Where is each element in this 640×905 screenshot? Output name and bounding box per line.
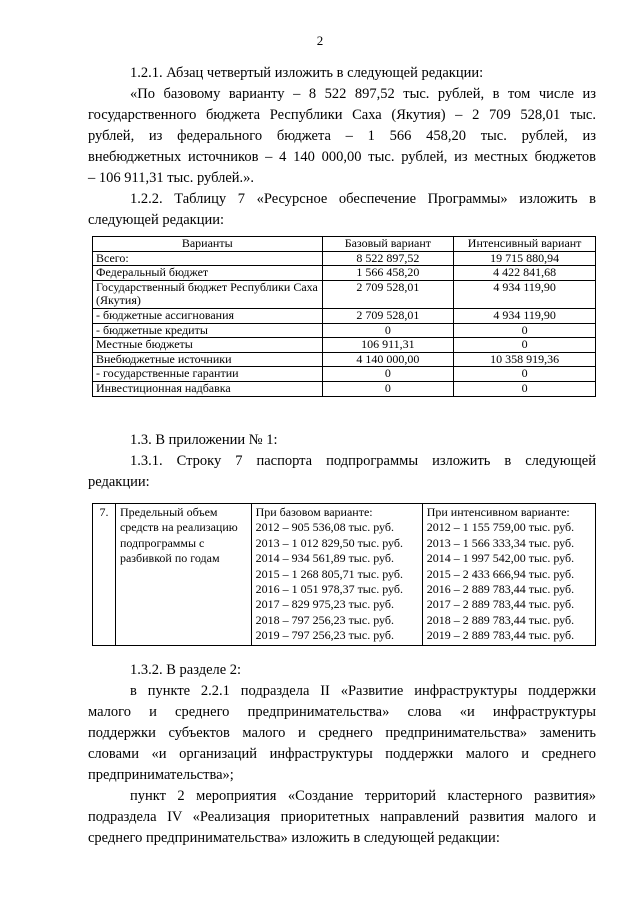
row-label: - бюджетные ассигнования bbox=[93, 308, 323, 323]
table-row bbox=[93, 352, 596, 367]
year-line: 2016 – 2 889 783,44 тыс. руб. bbox=[426, 582, 575, 597]
table-row bbox=[93, 504, 596, 646]
row-label: - государственные гарантии bbox=[93, 367, 323, 382]
text-line: рублей, из федерального бюджета – 1 566 458,20 тыс. рублей, из bbox=[88, 128, 596, 144]
resource-table bbox=[92, 236, 596, 397]
paragraph-1-3-1: 1.3.1. Строку 7 паспорта подпрограммы изложить в следующей bbox=[130, 453, 596, 469]
cell-intensive: 0 bbox=[454, 381, 596, 396]
row-label: Внебюджетные источники bbox=[93, 352, 323, 367]
text-line: в пункте 2.2.1 подраздела II «Развитие инфраструктуры поддержки bbox=[130, 683, 596, 699]
text-line: внебюджетных источников – 4 140 000,00 тыс. рублей, из местных бюджетов bbox=[88, 149, 596, 165]
paragraph-1-2-1: 1.2.1. Абзац четвертый изложить в следующей редакции: bbox=[130, 65, 484, 81]
table-row bbox=[93, 266, 596, 281]
table-row bbox=[93, 308, 596, 323]
text-line: пункт 2 мероприятия «Создание территорий кластерного развития» bbox=[130, 788, 596, 804]
year-line: 2012 – 1 155 759,00 тыс. руб. bbox=[426, 520, 575, 535]
table-row bbox=[93, 381, 596, 396]
header-cell: Базовый вариант bbox=[322, 237, 454, 252]
year-line: 2019 – 2 889 783,44 тыс. руб. bbox=[426, 628, 575, 643]
row-label: Всего: bbox=[93, 251, 323, 266]
text-line: следующей редакции: bbox=[88, 212, 225, 228]
cell-intensive: 0 bbox=[454, 323, 596, 338]
row-label: Местные бюджеты bbox=[93, 338, 323, 353]
cell-intensive: 0 bbox=[454, 367, 596, 382]
header-cell: Варианты bbox=[93, 237, 323, 252]
cell-intensive: 19 715 880,94 bbox=[454, 251, 596, 266]
text-line: словами «и организаций инфраструктуры поддержки малого и среднего bbox=[88, 746, 596, 762]
text-line: подраздела IV «Реализация приоритетных направлений развития малого и bbox=[88, 809, 596, 825]
cell-intensive: 10 358 919,36 bbox=[454, 352, 596, 367]
table-row bbox=[93, 367, 596, 382]
year-line: 2016 – 1 051 978,37 тыс. руб. bbox=[255, 582, 403, 597]
year-line: 2014 – 934 561,89 тыс. руб. bbox=[255, 551, 394, 566]
table-row bbox=[93, 251, 596, 266]
year-line: 2018 – 797 256,23 тыс. руб. bbox=[255, 612, 394, 627]
year-line: 2013 – 1 012 829,50 тыс. руб. bbox=[255, 535, 403, 550]
row-label: - бюджетные кредиты bbox=[93, 323, 323, 338]
page-number: 2 bbox=[316, 33, 324, 48]
header-cell: Интенсивный вариант bbox=[454, 237, 596, 252]
text-line: редакции: bbox=[88, 474, 150, 490]
year-line: 2019 – 797 256,23 тыс. руб. bbox=[255, 628, 394, 643]
table-header-row bbox=[93, 237, 596, 252]
text-line: среднего предпринимательства» изложить в следующей редакции: bbox=[88, 830, 500, 846]
base-variant-cell bbox=[251, 504, 422, 646]
cell-base: 2 709 528,01 bbox=[322, 280, 454, 308]
passport-table bbox=[92, 503, 596, 646]
intensive-variant-cell bbox=[422, 504, 595, 646]
text-line: государственного бюджета Республики Саха (Якутия) – 2 709 528,01 тыс. bbox=[88, 107, 596, 123]
row-label: Федеральный бюджет bbox=[93, 266, 323, 281]
row-label: Инвестиционная надбавка bbox=[93, 381, 323, 396]
paragraph-1-3: 1.3. В приложении № 1: bbox=[130, 432, 278, 448]
intensive-variant-title: При интенсивном варианте: bbox=[426, 505, 570, 519]
cell-base: 8 522 897,52 bbox=[322, 251, 454, 266]
cell-base: 0 bbox=[322, 323, 454, 338]
cell-base: 4 140 000,00 bbox=[322, 352, 454, 367]
cell-base: 2 709 528,01 bbox=[322, 308, 454, 323]
cell-intensive: 4 934 119,90 bbox=[454, 308, 596, 323]
cell-base: 0 bbox=[322, 381, 454, 396]
table-row bbox=[93, 280, 596, 308]
year-line: 2012 – 905 536,08 тыс. руб. bbox=[255, 520, 394, 535]
cell-base: 0 bbox=[322, 367, 454, 382]
row-label: Государственный бюджет Республики Саха (Якутия) bbox=[93, 280, 323, 308]
cell-base: 1 566 458,20 bbox=[322, 266, 454, 281]
year-line: 2014 – 1 997 542,00 тыс. руб. bbox=[426, 551, 575, 566]
text-line: малого и среднего предпринимательства» слова «и инфраструктуры bbox=[88, 704, 596, 720]
text-line: – 106 911,31 тыс. рублей.». bbox=[88, 170, 255, 186]
paragraph-1-3-2: 1.3.2. В разделе 2: bbox=[130, 662, 242, 678]
year-line: 2017 – 2 889 783,44 тыс. руб. bbox=[426, 597, 575, 612]
cell-intensive: 4 934 119,90 bbox=[454, 280, 596, 308]
cell-base: 106 911,31 bbox=[322, 338, 454, 353]
cell-intensive: 0 bbox=[454, 338, 596, 353]
cell-intensive: 4 422 841,68 bbox=[454, 266, 596, 281]
year-line: 2015 – 2 433 666,94 тыс. руб. bbox=[426, 566, 575, 581]
year-line: 2018 – 2 889 783,44 тыс. руб. bbox=[426, 612, 575, 627]
table-row bbox=[93, 338, 596, 353]
text-line: «По базовому варианту – 8 522 897,52 тыс. рублей, в том числе из bbox=[130, 86, 596, 102]
year-line: 2017 – 829 975,23 тыс. руб. bbox=[255, 597, 394, 612]
row-number: 7. bbox=[93, 504, 116, 646]
base-variant-title: При базовом варианте: bbox=[255, 505, 373, 519]
year-line: 2015 – 1 268 805,71 тыс. руб. bbox=[255, 566, 403, 581]
table-row bbox=[93, 323, 596, 338]
text-line: предпринимательства»; bbox=[88, 767, 234, 783]
year-line: 2013 – 1 566 333,34 тыс. руб. bbox=[426, 535, 575, 550]
paragraph-1-2-2: 1.2.2. Таблицу 7 «Ресурсное обеспечение Программы» изложить в bbox=[130, 191, 596, 207]
row-label: Предельный объем средств на реализацию подпрограммы с разбивкой по годам bbox=[115, 504, 251, 646]
text-line: поддержки субъектов малого и среднего предпринимательства» заменить bbox=[88, 725, 596, 741]
